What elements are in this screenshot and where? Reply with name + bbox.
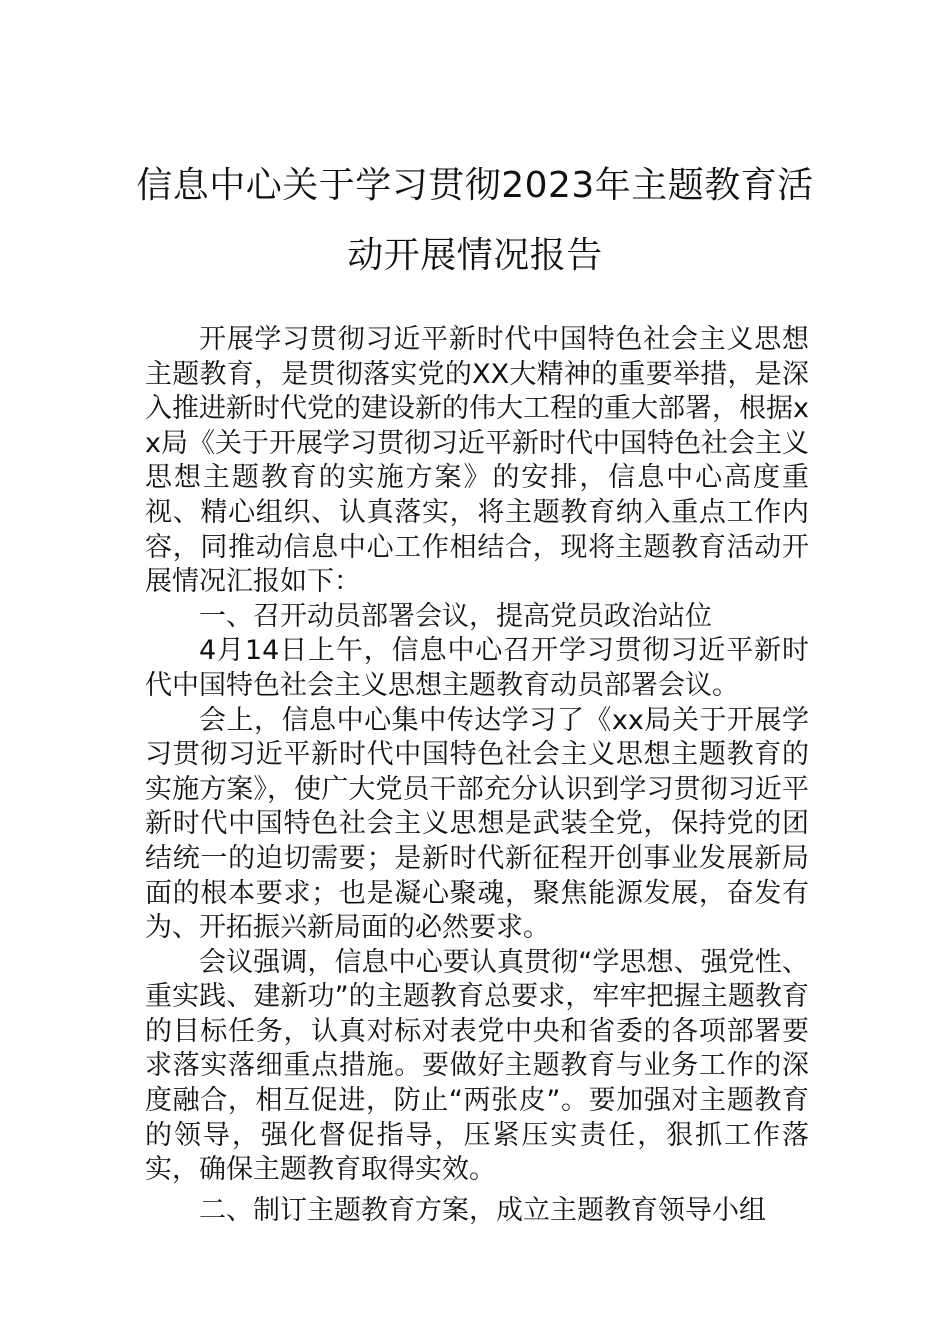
document-body [145, 323, 809, 1228]
document-title-line-1: 信息中心关于学习贯彻2023年主题教育活 [136, 165, 814, 206]
body-paragraph: 会上，信息中心集中传达学习了《xx局关于开展学习贯彻习近平新时代中国特色社会主义思想主题教育的实施方案》，使广大党员干部充分认识到学习贯彻习近平新时代中国特色社会主义思想是武装全党，保持党的团结统一的迫切需要；是新时代新征程开创事业发展新局面的根本要求；也是凝心聚魂，聚焦能源发展，奋发有为、开拓振兴新局面的必然要求。 [145, 704, 809, 944]
body-paragraph: 4月14日上午，信息中心召开学习贯彻习近平新时代中国特色社会主义思想主题教育动员部署会议。 [145, 635, 809, 701]
body-paragraph: 会议强调，信息中心要认真贯彻“学思想、强党性、重实践、建新功”的主题教育总要求，牢牢把握主题教育的目标任务，认真对标对表党中央和省委的各项部署要求落实落细重点措施。要做好主题教育与业务工作的深度融合，相互促进，防止“两张皮”。要加强对主题教育的领导，强化督促指导，压紧压实责任，狠抓工作落实，确保主题教育取得实效。 [145, 946, 809, 1186]
section-heading-2: 二、制订主题教育方案，成立主题教育领导小组 [199, 1194, 766, 1226]
intro-paragraph: 开展学习贯彻习近平新时代中国特色社会主义思想主题教育，是贯彻落实党的XX大精神的重要举措，是深入推进新时代党的建设新的伟大工程的重大部署，根据xx局《关于开展学习贯彻习近平新时代中国特色社会主义思想主题教育的实施方案》的安排，信息中心高度重视、精心组织、认真落实，将主题教育纳入重点工作内容，同推动信息中心工作相结合，现将主题教育活动开展情况汇报如下： [145, 324, 809, 598]
section-heading-1: 一、召开动员部署会议，提高党员政治站位 [199, 600, 712, 632]
document-title-line-2: 动开展情况报告 [347, 235, 603, 276]
